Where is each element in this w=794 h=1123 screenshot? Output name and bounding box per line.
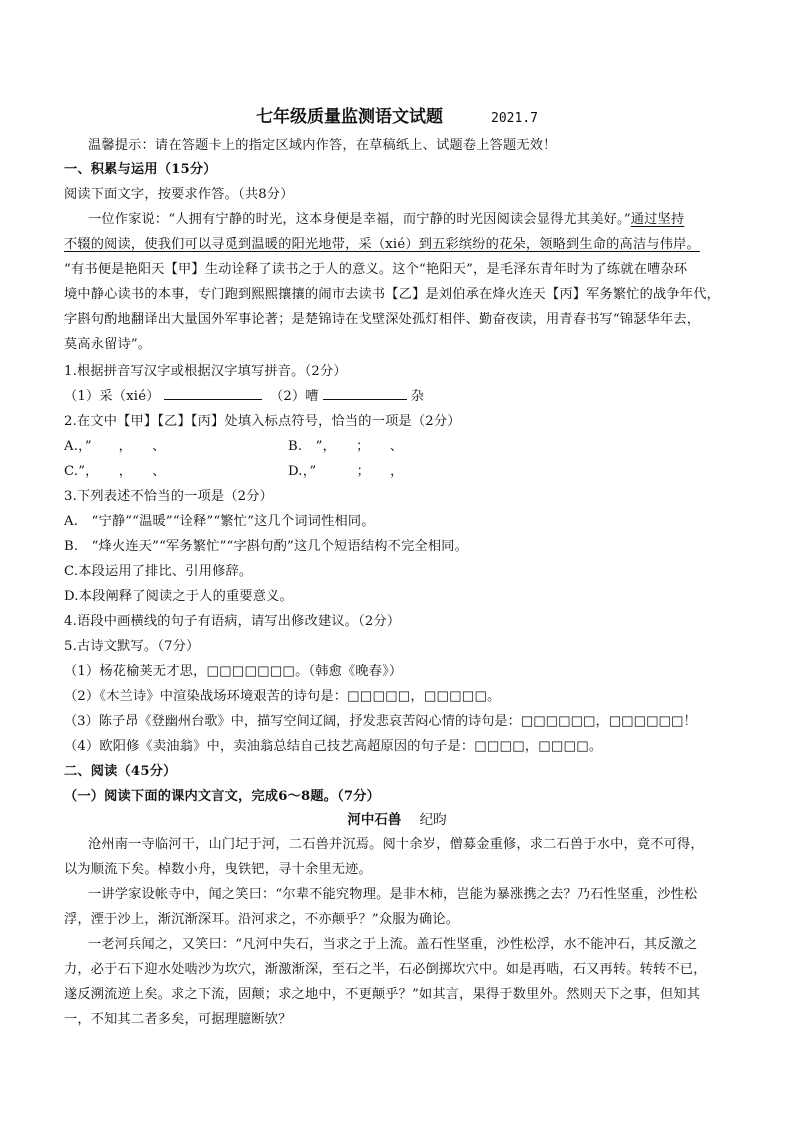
passage-line-2: 不辍的阅读，使我们可以寻觅到温暖的阳光地带，采（xié）到五彩缤纷的花朵，领略到生命的高洁与伟岸。 <box>64 237 700 252</box>
article-p3-line-3: 遂反溯流逆上矣。求之下流，固颠；求之地中，不更颠乎？”如其言，果得于数里外。然则天下之事，但知其 <box>64 987 701 1002</box>
q4-stem: 4.语段中画横线的句子有语病，请写出修改建议。（2分） <box>64 614 401 629</box>
q2-option-c: C.”， ， 、 <box>64 464 166 479</box>
q5-item-4: （4）欧阳修《卖油翁》中，卖油翁总结自己技艺高超原因的句子是：□□□□，□□□□。 <box>64 739 603 754</box>
article-p2-line-1: 一讲学家设帐寺中，闻之笑曰：“尔辈不能究物理。是非木柿，岂能为暴涨携之去？乃石性坚重，沙性松 <box>88 887 698 902</box>
q2-option-b: B. ”， ； 、 <box>288 439 404 454</box>
q5-item-3: （3）陈子昂《登幽州台歌》中，描写空间辽阔，抒发悲哀苦闷心情的诗句是：□□□□□□，□□□□□□！ <box>64 714 697 729</box>
q1-stem: 1.根据拼音写汉字或根据汉字填写拼音。（2分） <box>64 364 347 379</box>
part1-intro: 阅读下面文字，按要求作答。（共8分） <box>64 187 294 202</box>
exam-title <box>0 102 794 127</box>
title-text: 七年级质量监测语文试题 <box>256 107 444 127</box>
q2-stem: 2.在文中【甲】【乙】【丙】处填入标点符号，恰当的一项是（2分） <box>64 414 461 429</box>
part1-heading: 一、积累与运用（15分） <box>64 162 217 177</box>
q3-option-d: D.本段阐释了阅读之于人的重要意义。 <box>64 589 293 604</box>
part2-sub1: （一）阅读下面的课内文言文，完成6～8题。（7分） <box>64 789 381 804</box>
passage-line-6: 莫高永留诗”。 <box>64 337 152 352</box>
article-title: 河中石兽 <box>347 812 402 828</box>
article-author: 纪昀 <box>419 812 447 828</box>
passage-line-1: 一位作家说：“人拥有宁静的时光，这本身便是幸福，而宁静的时光因阅读会显得尤其美好。”通过坚持 <box>88 212 685 227</box>
q3-stem: 3.下列表述不恰当的一项是（2分） <box>64 489 273 504</box>
q1-blank-2[interactable] <box>323 387 407 400</box>
article-p3-line-2: 力，必于石下迎水处啮沙为坎穴，渐激渐深，至石之半，石必倒掷坎穴中。如是再啮，石又再转。转转不已， <box>64 962 707 977</box>
article-heading <box>0 808 794 828</box>
passage-line-3: “有书便是艳阳天【甲】生动诠释了读书之于人的意义。这个“艳阳天”，是毛泽东青年时为了练就在嘈杂环 <box>64 262 688 277</box>
article-p3-line-1: 一老河兵闻之，又笑曰：“凡河中失石，当求之于上流。盖石性坚重，沙性松浮，水不能冲石，其反激之 <box>88 937 698 952</box>
q3-option-a: A. “宁静”“温暖”“诠释”“繁忙”这几个词词性相同。 <box>64 514 375 529</box>
article-p1-line-1: 沧州南一寺临河干，山门圮于河，二石兽并沉焉。阅十余岁，僧募金重修，求二石兽于水中，竟不可得， <box>88 837 704 852</box>
q2-option-a: A.，” ， 、 <box>64 439 166 454</box>
q1-answers: （1）采（xié） （2）嘈 杂 <box>64 389 425 404</box>
q5-item-2: （2）《木兰诗》中渲染战场环境艰苦的诗句是：□□□□□，□□□□□。 <box>64 689 501 704</box>
article-p3-line-4: 一，不知其二者多矣，可据理臆断欤？ <box>64 1012 292 1027</box>
q3-option-b: B. “烽火连天”“军务繁忙”“字斟句酌”这几个短语结构不完全相同。 <box>64 539 469 554</box>
article-p1-line-2: 以为顺流下矣。棹数小舟，曳铁钯，寻十余里无迹。 <box>64 862 372 877</box>
underlined-sentence: 通过坚持 <box>630 212 685 227</box>
q1-blank-1[interactable] <box>164 387 262 400</box>
q5-stem: 5.古诗文默写。（7分） <box>64 639 200 654</box>
notice: 温馨提示：请在答题卡上的指定区域内作答，在草稿纸上、试题卷上答题无效！ <box>88 138 557 153</box>
exam-date: 2021.7 <box>491 111 538 126</box>
q3-option-c: C.本段运用了排比、引用修辞。 <box>64 564 253 579</box>
passage-line-4: 境中静心读书的本事，专门跑到熙熙攘攘的闹市去读书【乙】是刘伯承在烽火连天【丙】军务繁忙的战争年代， <box>64 287 720 302</box>
passage-line-5: 字斟句酌地翻译出大量国外军事论著；是楚锦诗在戈壁深处孤灯相伴、勤奋夜读，用青春书写“锦瑟华年去， <box>64 312 701 327</box>
part2-heading: 二、阅读（45分） <box>64 764 177 779</box>
q2-option-d: D.，” ； ， <box>288 464 404 479</box>
q5-item-1: （1）杨花榆荚无才思，□□□□□□□。（韩愈《晚春》） <box>64 664 403 679</box>
article-p2-line-2: 浮，湮于沙上，渐沉渐深耳。沿河求之，不亦颠乎？”众服为确论。 <box>64 912 460 927</box>
